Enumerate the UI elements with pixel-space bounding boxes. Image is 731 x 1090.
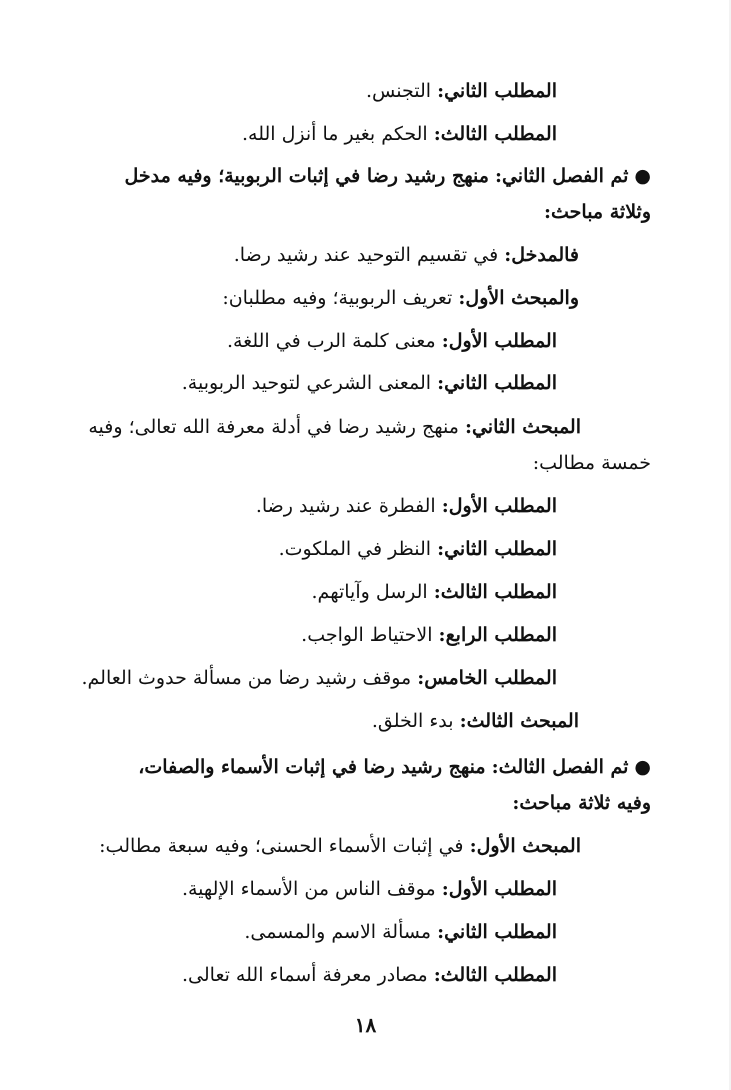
toc-entry: المطلب الأول: موقف الناس من الأسماء الإلهية. <box>181 878 557 900</box>
toc-entry: المطلب الخامس: موقف رشيد رضا من مسألة حدوث العالم. <box>81 667 557 689</box>
toc-entry: المطلب الثالث: الرسل وآياتهم. <box>311 581 557 603</box>
entry-text: النظر في الملكوت. <box>278 538 432 560</box>
toc-entry: المطلب الثاني: مسألة الاسم والمسمى. <box>244 921 557 943</box>
toc-entry: المطلب الثالث: مصادر معرفة أسماء الله تعالى. <box>181 964 557 986</box>
toc-entry: والمبحث الأول: تعريف الربوبية؛ وفيه مطلبان: <box>222 287 579 309</box>
entry-label: والمبحث الأول <box>465 287 579 309</box>
toc-entry: المطلب الأول: الفطرة عند رشيد رضا. <box>255 495 557 517</box>
entry-label: فالمدخل <box>511 244 579 266</box>
entry-label: المطلب الثالث <box>440 581 557 603</box>
bullet-icon: ● <box>634 165 651 187</box>
entry-label: المبحث الثاني <box>471 416 581 438</box>
entry-continuation: وفيه ثلاثة مباحث: <box>512 792 651 814</box>
toc-chapter-entry: ●ثم الفصل الثالث: منهج رشيد رضا في إثبات الأسماء والصفات، <box>138 756 651 778</box>
entry-label: المطلب الثالث <box>440 123 557 145</box>
entry-label: المطلب الثاني <box>444 372 557 394</box>
page-number: ١٨ <box>354 1013 377 1037</box>
entry-text: موقف الناس من الأسماء الإلهية. <box>181 878 436 900</box>
entry-label: المبحث الأول <box>476 835 581 857</box>
entry-text: منهج رشيد رضا في أدلة معرفة الله تعالى؛ وفيه <box>88 416 459 438</box>
entry-label: المطلب الثالث <box>440 964 557 986</box>
toc-entry: فالمدخل: في تقسيم التوحيد عند رشيد رضا. <box>233 244 579 266</box>
entry-text: منهج رشيد رضا في إثبات الربوبية؛ وفيه مدخل <box>124 165 489 187</box>
entry-label: المطلب الثاني <box>444 921 557 943</box>
bullet-icon: ● <box>634 756 651 778</box>
entry-continuation: خمسة مطالب: <box>532 452 651 474</box>
entry-label: ثم الفصل الثاني <box>501 165 629 187</box>
toc-entry: المطلب الثالث: الحكم بغير ما أنزل الله. <box>241 123 557 145</box>
entry-text: منهج رشيد رضا في إثبات الأسماء والصفات، <box>138 756 486 778</box>
toc-entry: المطلب الرابع: الاحتياط الواجب. <box>301 624 557 646</box>
toc-entry: المطلب الثاني: النظر في الملكوت. <box>278 538 557 560</box>
entry-text: التجنس. <box>365 80 432 102</box>
entry-label: المبحث الثالث <box>466 710 579 732</box>
entry-label: المطلب الأول <box>448 495 557 517</box>
entry-text: بدء الخلق. <box>371 710 454 732</box>
entry-text: الرسل وآياتهم. <box>311 581 428 603</box>
entry-continuation: وثلاثة مباحث: <box>543 201 651 223</box>
entry-text: المعنى الشرعي لتوحيد الربوبية. <box>181 372 432 394</box>
entry-text: في إثبات الأسماء الحسنى؛ وفيه سبعة مطالب: <box>99 835 464 857</box>
entry-label: المطلب الأول <box>448 330 557 352</box>
entry-text: تعريف الربوبية؛ وفيه مطلبان: <box>222 287 453 309</box>
entry-label: ثم الفصل الثالث <box>498 756 629 778</box>
toc-entry: المطلب الثاني: التجنس. <box>365 80 557 102</box>
toc-entry: المطلب الأول: معنى كلمة الرب في اللغة. <box>226 330 557 352</box>
entry-label: المطلب الثاني <box>444 538 557 560</box>
entry-label: المطلب الرابع <box>445 624 557 646</box>
entry-label: المطلب الأول <box>448 878 557 900</box>
entry-label: المطلب الثاني <box>444 80 557 102</box>
entry-text: في تقسيم التوحيد عند رشيد رضا. <box>233 244 499 266</box>
toc-entry: المبحث الأول: في إثبات الأسماء الحسنى؛ وفيه سبعة مطالب: <box>99 835 581 857</box>
toc-entry: المبحث الثالث: بدء الخلق. <box>371 710 579 732</box>
entry-text: معنى كلمة الرب في اللغة. <box>226 330 436 352</box>
entry-text: الحكم بغير ما أنزل الله. <box>241 123 428 145</box>
toc-entry: المطلب الثاني: المعنى الشرعي لتوحيد الربوبية. <box>181 372 557 394</box>
toc-entry: المبحث الثاني: منهج رشيد رضا في أدلة معرفة الله تعالى؛ وفيه <box>88 416 581 438</box>
entry-text: الفطرة عند رشيد رضا. <box>255 495 436 517</box>
entry-text: الاحتياط الواجب. <box>301 624 433 646</box>
entry-text: موقف رشيد رضا من مسألة حدوث العالم. <box>81 667 412 689</box>
entry-label: المطلب الخامس <box>424 667 557 689</box>
toc-chapter-entry: ●ثم الفصل الثاني: منهج رشيد رضا في إثبات الربوبية؛ وفيه مدخل <box>124 165 651 187</box>
entry-text: مصادر معرفة أسماء الله تعالى. <box>181 964 428 986</box>
entry-text: مسألة الاسم والمسمى. <box>244 921 432 943</box>
